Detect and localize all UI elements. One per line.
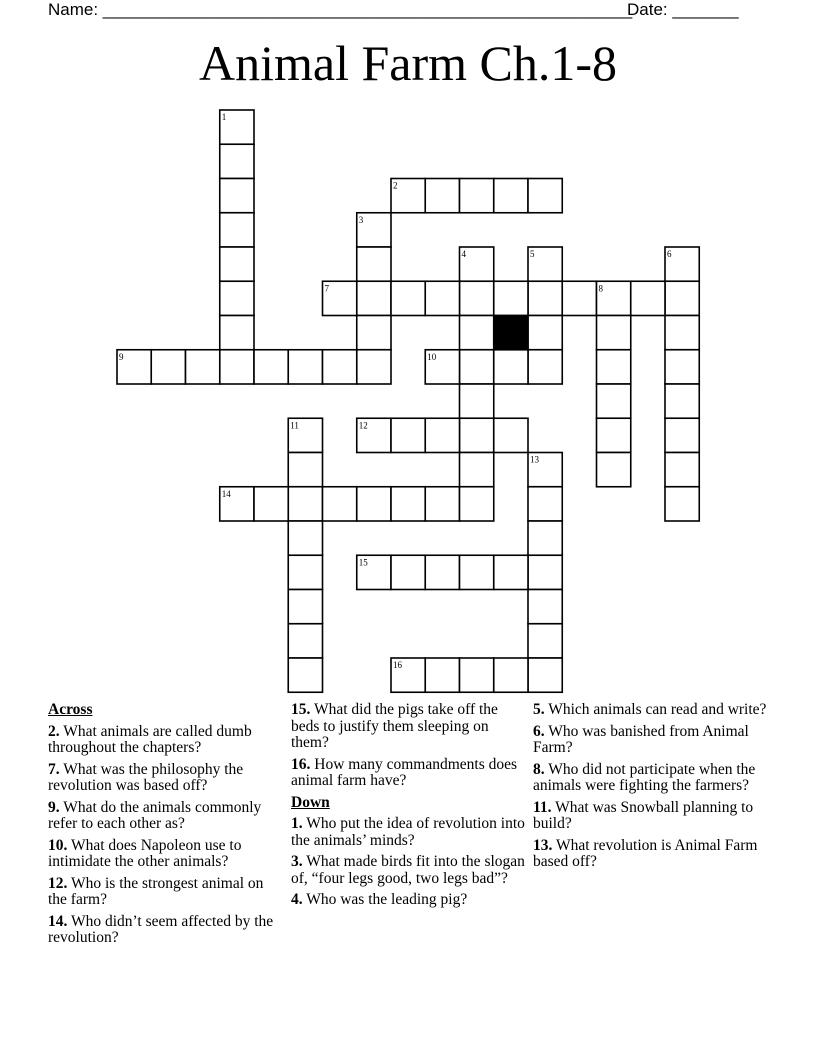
name-field-label: Name: ________________________________________________________ [48, 0, 633, 19]
grid-cell[interactable] [494, 658, 528, 692]
clue-across-10: 10. What does Napoleon use to intimidate the other animals? [48, 836, 242, 870]
grid-cell[interactable] [631, 281, 665, 315]
clue-number-1: 1 [221, 112, 227, 122]
grid-cell[interactable] [151, 350, 185, 384]
grid-cell[interactable] [665, 418, 699, 452]
grid-cell[interactable] [391, 487, 425, 521]
clue-number-3: 3 [358, 214, 364, 225]
clue-number-6: 6 [667, 249, 672, 259]
grid-cell[interactable] [597, 453, 631, 487]
clue-down-6: 6. Who was banished from Animal Farm? [533, 722, 749, 756]
grid-cell[interactable] [186, 350, 220, 384]
grid-cell[interactable] [220, 316, 254, 350]
grid-cell[interactable] [460, 453, 494, 487]
clue-across-9: 9. What do the animals commonly refer to each other as? [48, 798, 262, 832]
clue-number-2: 2 [393, 180, 398, 191]
grid-cell[interactable] [425, 179, 459, 213]
grid-cell[interactable] [665, 350, 699, 384]
grid-cell[interactable] [357, 247, 391, 281]
grid-cell[interactable] [425, 281, 459, 315]
grid-cell[interactable] [597, 384, 631, 418]
grid-cell[interactable] [494, 179, 528, 213]
clue-number-7: 7 [324, 283, 329, 294]
clue-across-14: 14. Who didn’t seem affected by the revolution? [48, 912, 274, 946]
clue-number-16: 16 [393, 660, 402, 670]
grid-cell[interactable] [425, 487, 459, 521]
clue-column-1 [48, 702, 286, 952]
grid-cell[interactable] [357, 350, 391, 384]
clue-down-5: 5. Which animals can read and write? [533, 701, 767, 718]
grid-cell[interactable] [460, 350, 494, 384]
clue-down-11: 11. What was Snowball planning to build? [533, 798, 754, 832]
clue-number-8: 8 [598, 283, 603, 294]
grid-cell[interactable] [288, 521, 322, 555]
grid-cell[interactable] [562, 281, 596, 315]
clue-number-12: 12 [358, 420, 368, 431]
grid-cell[interactable] [323, 487, 357, 521]
grid-cell[interactable] [460, 316, 494, 350]
grid-cell[interactable] [528, 521, 562, 555]
grid-cell[interactable] [220, 281, 254, 315]
grid-cell[interactable] [254, 487, 288, 521]
clue-down-3: 3. What made birds fit into the slogan of, “four legs good, two legs bad”? [291, 853, 525, 887]
clue-column-2 [291, 702, 526, 914]
grid-cell[interactable] [220, 213, 254, 247]
grid-cell[interactable] [391, 281, 425, 315]
grid-cell[interactable] [220, 350, 254, 384]
grid-cell[interactable] [460, 658, 494, 692]
clue-down-4: 4. Who was the leading pig? [291, 891, 468, 908]
across-heading: Across [48, 701, 93, 718]
clue-number-11: 11 [290, 420, 299, 431]
grid-cell[interactable] [494, 555, 528, 589]
grid-cell[interactable] [597, 316, 631, 350]
clue-number-14: 14 [221, 488, 231, 499]
grid-cell[interactable] [597, 350, 631, 384]
clue-number-15: 15 [358, 557, 368, 568]
down-heading: Down [291, 793, 330, 811]
grid-cell[interactable] [357, 487, 391, 521]
clue-down-8: 8. Who did not participate when the animals were fighting the farmers? [533, 760, 756, 794]
grid-cell[interactable] [391, 555, 425, 589]
grid-cell[interactable] [460, 384, 494, 418]
clue-across-7: 7. What was the philosophy the revolution was based off? [48, 760, 244, 794]
clue-across-2: 2. What animals are called dumb throughout the chapters? [48, 722, 252, 756]
grid-cell[interactable] [425, 555, 459, 589]
grid-cell[interactable] [528, 179, 562, 213]
grid-cell[interactable] [460, 179, 494, 213]
date-field-label: Date: _______ [627, 0, 739, 19]
grid-cell[interactable] [460, 487, 494, 521]
clue-number-5: 5 [530, 249, 535, 259]
grid-cell[interactable] [460, 281, 494, 315]
clue-number-4: 4 [461, 249, 466, 259]
grid-cell[interactable] [254, 350, 288, 384]
clue-across-15: 15. What did the pigs take off the beds to justify them sleeping on them? [291, 701, 498, 751]
grid-cell[interactable] [288, 487, 322, 521]
page-title: Animal Farm Ch.1-8 [198, 35, 618, 91]
grid-cell[interactable] [665, 281, 699, 315]
black-cell [494, 316, 528, 350]
grid-cell[interactable] [528, 624, 562, 658]
grid-cell[interactable] [220, 247, 254, 281]
grid-cell[interactable] [220, 179, 254, 213]
clue-across-12: 12. Who is the strongest animal on the farm? [48, 874, 264, 908]
clue-down-1: 1. Who put the idea of revolution into the animals’ minds? [291, 815, 525, 849]
grid-cell[interactable] [220, 144, 254, 178]
grid-cell[interactable] [288, 658, 322, 692]
grid-cell[interactable] [665, 487, 699, 521]
grid-cell[interactable] [494, 418, 528, 452]
grid-cell[interactable] [665, 453, 699, 487]
grid-cell[interactable] [391, 418, 425, 452]
grid-cell[interactable] [460, 555, 494, 589]
grid-cell[interactable] [494, 281, 528, 315]
grid-cell[interactable] [494, 350, 528, 384]
grid-cell[interactable] [528, 350, 562, 384]
clue-number-10: 10 [427, 351, 437, 362]
grid-cell[interactable] [528, 590, 562, 624]
clue-down-13: 13. What revolution is Animal Farm based off? [533, 836, 758, 870]
grid-cell[interactable] [288, 624, 322, 658]
grid-cell[interactable] [528, 281, 562, 315]
grid-cell[interactable] [528, 487, 562, 521]
grid-cell[interactable] [597, 418, 631, 452]
clue-number-13: 13 [530, 454, 539, 465]
grid-cell[interactable] [528, 316, 562, 350]
clue-number-9: 9 [119, 351, 124, 362]
clue-across-16: 16. How many commandments does animal farm have? [291, 755, 518, 789]
grid-cell[interactable] [357, 316, 391, 350]
grid-cell[interactable] [665, 316, 699, 350]
grid-cell[interactable] [288, 555, 322, 589]
grid-cell[interactable] [425, 418, 459, 452]
grid-cell[interactable] [323, 350, 357, 384]
grid-cell[interactable] [288, 453, 322, 487]
grid-cell[interactable] [528, 658, 562, 692]
clue-column-3 [533, 702, 773, 876]
grid-cell[interactable] [288, 590, 322, 624]
grid-cell[interactable] [357, 281, 391, 315]
grid-cell[interactable] [528, 555, 562, 589]
grid-cell[interactable] [665, 384, 699, 418]
grid-cell[interactable] [460, 418, 494, 452]
grid-cell[interactable] [425, 658, 459, 692]
grid-cell[interactable] [288, 350, 322, 384]
